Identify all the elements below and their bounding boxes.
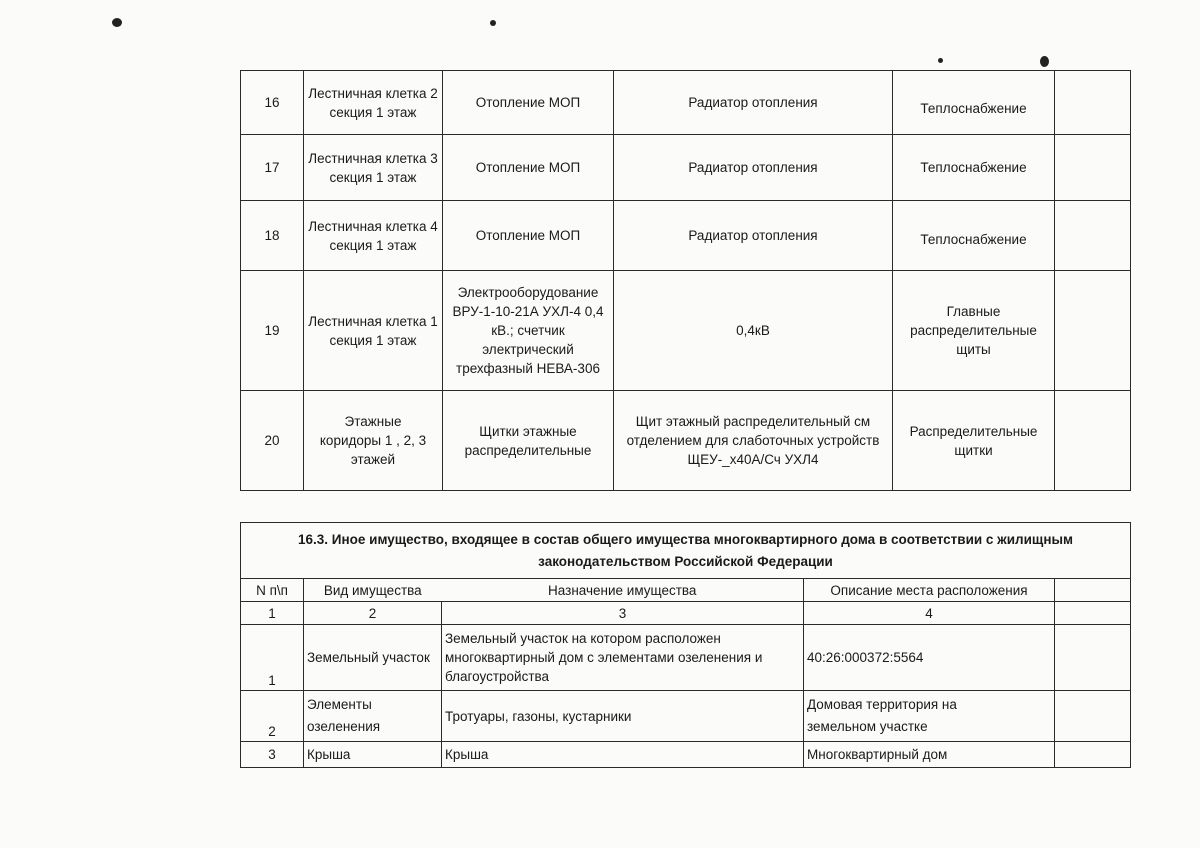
type-cell: Теплоснабжение	[893, 71, 1055, 135]
other-property-table	[240, 522, 1131, 768]
column-number: 1	[241, 602, 304, 625]
name-cell: Отопление МОП	[443, 135, 614, 201]
row-number: 1	[241, 625, 304, 691]
location-cell: Лестничная клетка 1 секция 1 этаж	[304, 271, 443, 391]
table-row	[241, 625, 1131, 691]
row-number: 20	[241, 391, 304, 491]
location-cell: Этажные коридоры 1 , 2, 3 этажей	[304, 391, 443, 491]
description-cell: 0,4кВ	[614, 271, 893, 391]
type-cell: Теплоснабжение	[893, 201, 1055, 271]
purpose-cell: Тротуары, газоны, кустарники	[442, 691, 804, 742]
scan-speck	[112, 18, 122, 27]
table-row	[241, 71, 1131, 135]
type-cell: Главные распределительные щиты	[893, 271, 1055, 391]
empty-cell	[1055, 391, 1131, 491]
row-number: 16	[241, 71, 304, 135]
header-row	[241, 579, 1131, 602]
empty-cell	[1055, 742, 1131, 768]
table-row	[241, 271, 1131, 391]
type-cell: Теплоснабжение	[893, 135, 1055, 201]
purpose-cell: Земельный участок на котором расположен многоквартирный дом с элементами озеленения и благоустройства	[442, 625, 804, 691]
description-cell: Щит этажный распределительный см отделением для слаботочных устройств ЩЕУ-_х40А/Сч УХЛ4	[614, 391, 893, 491]
header-kind: Вид имущества	[304, 579, 442, 602]
name-cell: Щитки этажные распределительные	[443, 391, 614, 491]
name-cell: Отопление МОП	[443, 201, 614, 271]
kind-cell: Крыша	[304, 742, 442, 768]
row-number: 18	[241, 201, 304, 271]
row-number: 3	[241, 742, 304, 768]
utility-equipment-table	[240, 70, 1131, 491]
empty-cell	[1055, 201, 1131, 271]
empty-cell	[1055, 71, 1131, 135]
scan-speck	[938, 58, 943, 63]
location-cell: Лестничная клетка 3 секция 1 этаж	[304, 135, 443, 201]
location-cell: Лестничная клетка 4 секция 1 этаж	[304, 201, 443, 271]
empty-cell	[1055, 135, 1131, 201]
column-number: 4	[804, 602, 1055, 625]
empty-cell	[1055, 625, 1131, 691]
row-number: 2	[241, 691, 304, 742]
section-title: 16.3. Иное имущество, входящее в состав общего имущества многоквартирного дома в соответствии с жилищным законодательством Российской Федерации	[241, 523, 1131, 579]
column-number	[1055, 602, 1131, 625]
table-row	[241, 391, 1131, 491]
column-number-row	[241, 602, 1131, 625]
place-cell: Многоквартирный дом	[804, 742, 1055, 768]
scan-speck	[1040, 56, 1049, 67]
kind-cell: Элементы озеленения	[304, 691, 442, 742]
table-row	[241, 201, 1131, 271]
row-number: 17	[241, 135, 304, 201]
empty-cell	[1055, 691, 1131, 742]
table-row	[241, 742, 1131, 768]
place-cell: 40:26:000372:5564	[804, 625, 1055, 691]
table-row	[241, 691, 1131, 742]
type-cell: Распределительные щитки	[893, 391, 1055, 491]
table-row	[241, 135, 1131, 201]
header-empty	[1055, 579, 1131, 602]
column-number: 2	[304, 602, 442, 625]
header-place: Описание места расположения	[804, 579, 1055, 602]
name-cell: Электрооборудование ВРУ-1-10-21А УХЛ-4 0,4 кВ.; счетчик электрический трехфазный НЕВА-306	[443, 271, 614, 391]
description-cell: Радиатор отопления	[614, 201, 893, 271]
purpose-cell: Крыша	[442, 742, 804, 768]
header-number: N п\п	[241, 579, 304, 602]
empty-cell	[1055, 271, 1131, 391]
header-purpose: Назначение имущества	[442, 579, 804, 602]
kind-cell: Земельный участок	[304, 625, 442, 691]
column-number: 3	[442, 602, 804, 625]
place-cell: Домовая территория на земельном участке	[804, 691, 1055, 742]
location-cell: Лестничная клетка 2 секция 1 этаж	[304, 71, 443, 135]
description-cell: Радиатор отопления	[614, 135, 893, 201]
description-cell: Радиатор отопления	[614, 71, 893, 135]
name-cell: Отопление МОП	[443, 71, 614, 135]
scan-speck	[490, 20, 496, 26]
row-number: 19	[241, 271, 304, 391]
